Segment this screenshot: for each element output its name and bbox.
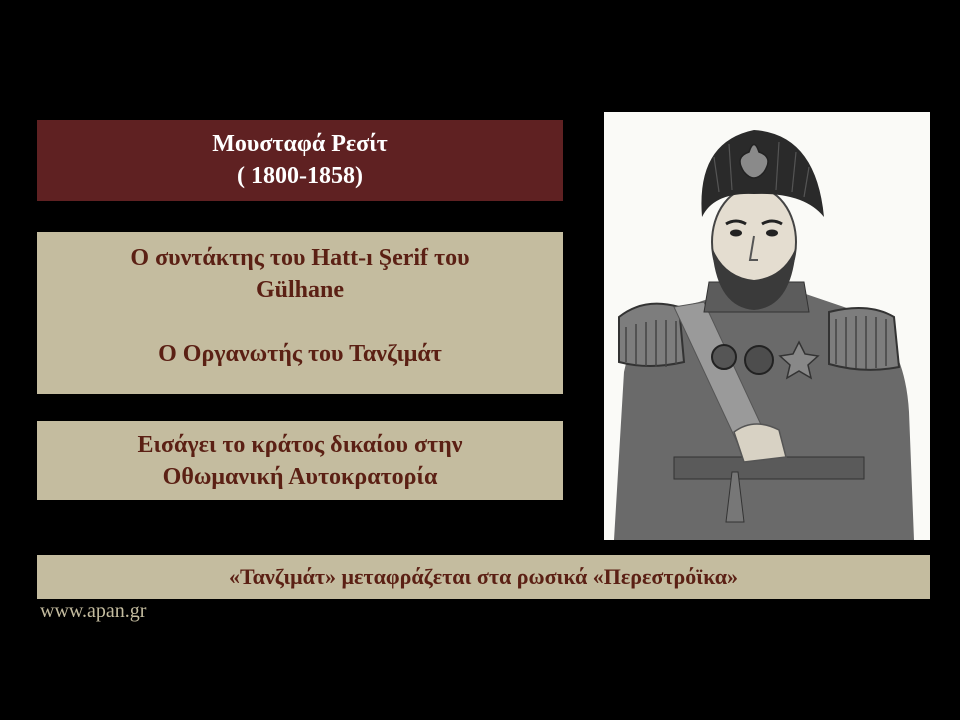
translation-note: «Τανζιμάτ» μεταφράζεται στα ρωσικά «Περεστρόϊκα» [229, 564, 738, 589]
rule-of-law-box [37, 421, 563, 500]
spacer [37, 306, 563, 338]
author-box [37, 232, 563, 394]
person-name: Μουσταφά Ρεσίτ [212, 131, 388, 157]
translation-note-box [37, 555, 930, 599]
rule-line-2: Οθωμανική Αυτοκρατορία [162, 464, 438, 490]
portrait-image [604, 112, 930, 540]
title-box [37, 120, 563, 201]
person-years: ( 1800-1858) [237, 163, 363, 189]
portrait-drawing [604, 112, 930, 540]
author-line-2: Gülhane [255, 277, 345, 303]
organizer-line: Ο Οργανωτής του Τανζιμάτ [158, 341, 442, 367]
author-line-1: Ο συντάκτης του Hatt-ı Şerif του [130, 245, 470, 271]
website-url: www.apan.gr [40, 600, 147, 622]
rule-line-1: Εισάγει το κράτος δικαίου στην [137, 432, 463, 458]
